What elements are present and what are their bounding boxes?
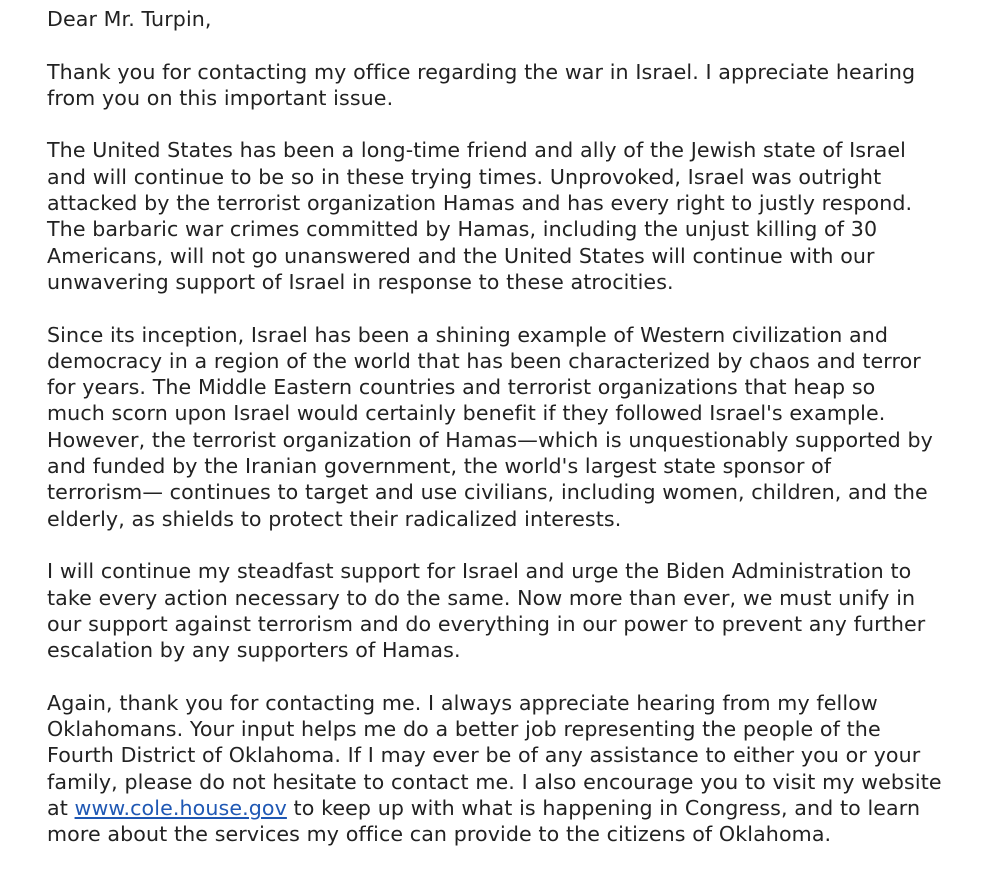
paragraph-1: [47, 59, 977, 112]
paragraph-line: unwavering support of Israel in response to these atrocities.: [47, 269, 674, 294]
website-link[interactable]: www.cole.house.gov: [74, 795, 287, 820]
greeting-line: Dear Mr. Turpin,: [47, 7, 212, 31]
paragraph-line: more about the services my office can provide to the citizens of Oklahoma.: [47, 822, 832, 847]
paragraph-line: and will continue to be so in these trying times. Unprovoked, Israel was outright: [47, 164, 882, 189]
paragraph-line: terrorism— continues to target and use civilians, including women, children, and the: [47, 480, 928, 505]
paragraph-line: and funded by the Iranian government, the world's largest state sponsor of: [47, 454, 832, 479]
paragraph-line: The barbaric war crimes committed by Hamas, including the unjust killing of 30: [47, 217, 878, 242]
paragraph-line: However, the terrorist organization of Hamas—which is unquestionably supported by: [47, 427, 933, 452]
paragraph-line: much scorn upon Israel would certainly benefit if they followed Israel's example.: [47, 401, 886, 426]
paragraph-line: Since its inception, Israel has been a shining example of Western civilization and: [47, 322, 889, 347]
paragraph-line: democracy in a region of the world that has been characterized by chaos and terror: [47, 348, 921, 373]
paragraph-line: I will continue my steadfast support for Israel and urge the Biden Administration to: [47, 559, 912, 584]
paragraph-line: escalation by any supporters of Hamas.: [47, 638, 461, 663]
website-line: [47, 795, 977, 821]
paragraph-2: [47, 137, 977, 295]
link-prefix: at: [47, 795, 75, 820]
paragraph-line: Oklahomans. Your input helps me do a better job representing the people of the: [47, 717, 881, 742]
paragraph-line: Again, thank you for contacting me. I always appreciate hearing from my fellow: [47, 690, 878, 715]
link-suffix: to keep up with what is happening in Congress, and to learn: [286, 795, 921, 820]
paragraph-line: Thank you for contacting my office regarding the war in Israel. I appreciate hearing: [47, 59, 916, 84]
paragraph-line: our support against terrorism and do everything in our power to prevent any further: [47, 611, 926, 636]
paragraph-line: family, please do not hesitate to contact me. I also encourage you to visit my website: [47, 769, 942, 794]
paragraph-line: Fourth District of Oklahoma. If I may ever be of any assistance to either you or your: [47, 743, 921, 768]
paragraph-line: attacked by the terrorist organization Hamas and has every right to justly respond.: [47, 191, 913, 216]
paragraph-line: The United States has been a long-time friend and ally of the Jewish state of Israel: [47, 138, 906, 163]
paragraph-line: take every action necessary to do the same. Now more than ever, we must unify in: [47, 585, 916, 610]
paragraph-4: [47, 558, 977, 663]
greeting: [47, 6, 977, 32]
paragraph-line: for years. The Middle Eastern countries and terrorist organizations that heap so: [47, 375, 876, 400]
paragraph-line: from you on this important issue.: [47, 85, 394, 110]
paragraph-line: Americans, will not go unanswered and the United States will continue with our: [47, 243, 875, 268]
paragraph-line: elderly, as shields to protect their radicalized interests.: [47, 506, 622, 531]
closing-paragraph: [47, 690, 977, 848]
letter-body: [47, 6, 977, 874]
paragraph-3: [47, 322, 977, 532]
